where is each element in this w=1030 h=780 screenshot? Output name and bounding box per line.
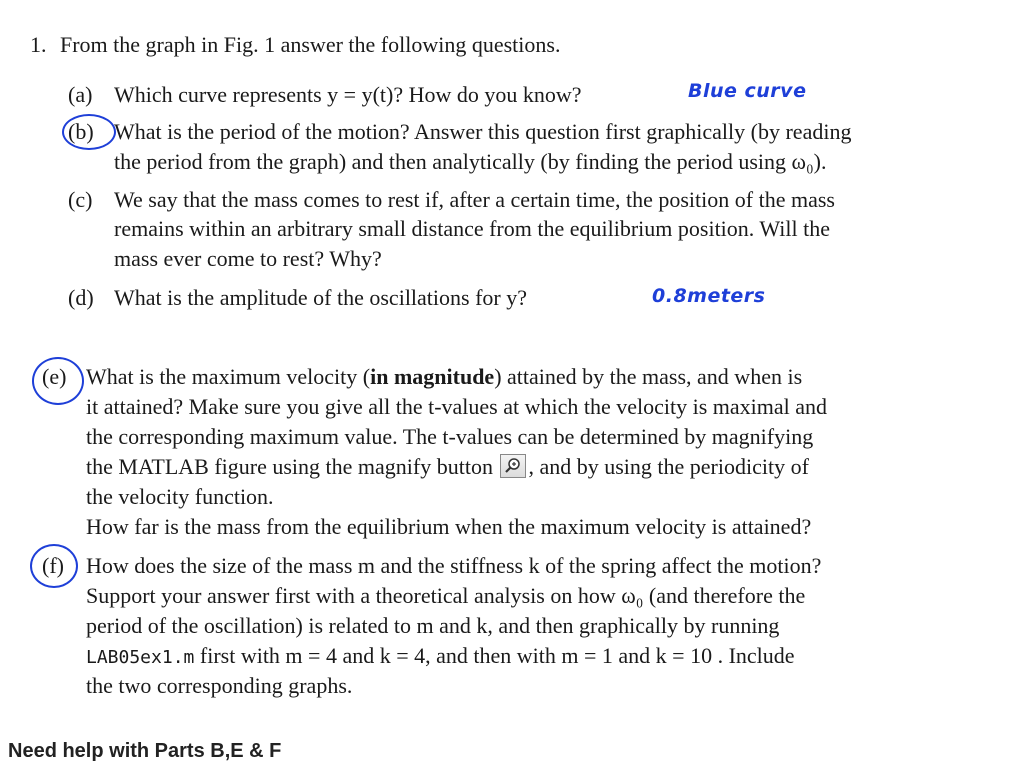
part-e-line4-post: , and by using the periodicity of [528, 454, 809, 479]
part-f-line5: the two corresponding graphs. [86, 673, 353, 698]
magnify-icon [504, 457, 522, 474]
part-e-line4-pre: the MATLAB figure using the magnify button [86, 454, 493, 479]
part-f-line2: Support your answer first with a theoretical analysis on how ω₀ (and therefore the [86, 583, 806, 608]
part-f-line4 [86, 642, 795, 672]
part-b-line1: What is the period of the motion? Answer this question first graphically (by reading [114, 119, 852, 144]
part-e-label: (e) [42, 364, 67, 389]
part-f-line3: period of the oscillation) is related to m and k, and then graphically by running [86, 613, 780, 638]
part-a-label: (a) [68, 82, 93, 107]
part-a-text: Which curve represents y = y(t)? How do you know? [114, 82, 582, 107]
part-c-line1: We say that the mass comes to rest if, after a certain time, the position of the mass [114, 187, 835, 212]
question-text: From the graph in Fig. 1 answer the following questions. [60, 32, 561, 57]
part-f-line1: How does the size of the mass m and the stiffness k of the spring affect the motion? [86, 553, 822, 578]
part-e-line1 [86, 363, 802, 391]
part-d-text: What is the amplitude of the oscillations for y? [114, 285, 528, 310]
part-f-script-name: LAB05ex1.m [86, 647, 195, 668]
part-b-line2: the period from the graph) and then analytically (by finding the period using ω₀). [114, 149, 827, 174]
help-request-text: Need help with Parts B,E & F [8, 740, 282, 762]
part-c-line3: mass ever come to rest? Why? [114, 246, 382, 271]
part-c-line2: remains within an arbitrary small distance from the equilibrium position. Will the [114, 216, 830, 241]
part-d-label: (d) [68, 285, 94, 310]
part-e-line1-post: ) attained by the mass, and when is [494, 364, 803, 389]
part-e-line4 [86, 453, 809, 481]
part-d-answer: 0.8meters [652, 285, 766, 307]
magnify-button [500, 454, 526, 478]
part-e-line1-bold: in magnitude [370, 364, 495, 389]
part-f-line4-post: first with m = 4 and k = 4, and then with m = 1 and k = 10 . Include [194, 643, 795, 668]
part-e-line5: the velocity function. [86, 484, 274, 509]
question-number: 1. [30, 32, 47, 57]
part-e-line2: it attained? Make sure you give all the t-values at which the velocity is maximal and [86, 394, 828, 419]
part-c-label: (c) [68, 187, 93, 212]
part-e-line1-pre: What is the maximum velocity ( [86, 364, 371, 389]
part-b-label: (b) [68, 119, 94, 144]
part-f-label: (f) [42, 553, 64, 578]
part-a-answer: Blue curve [688, 80, 807, 102]
part-e-line6: How far is the mass from the equilibrium when the maximum velocity is attained? [86, 514, 812, 539]
part-e-line3: the corresponding maximum value. The t-values can be determined by magnifying [86, 424, 814, 449]
